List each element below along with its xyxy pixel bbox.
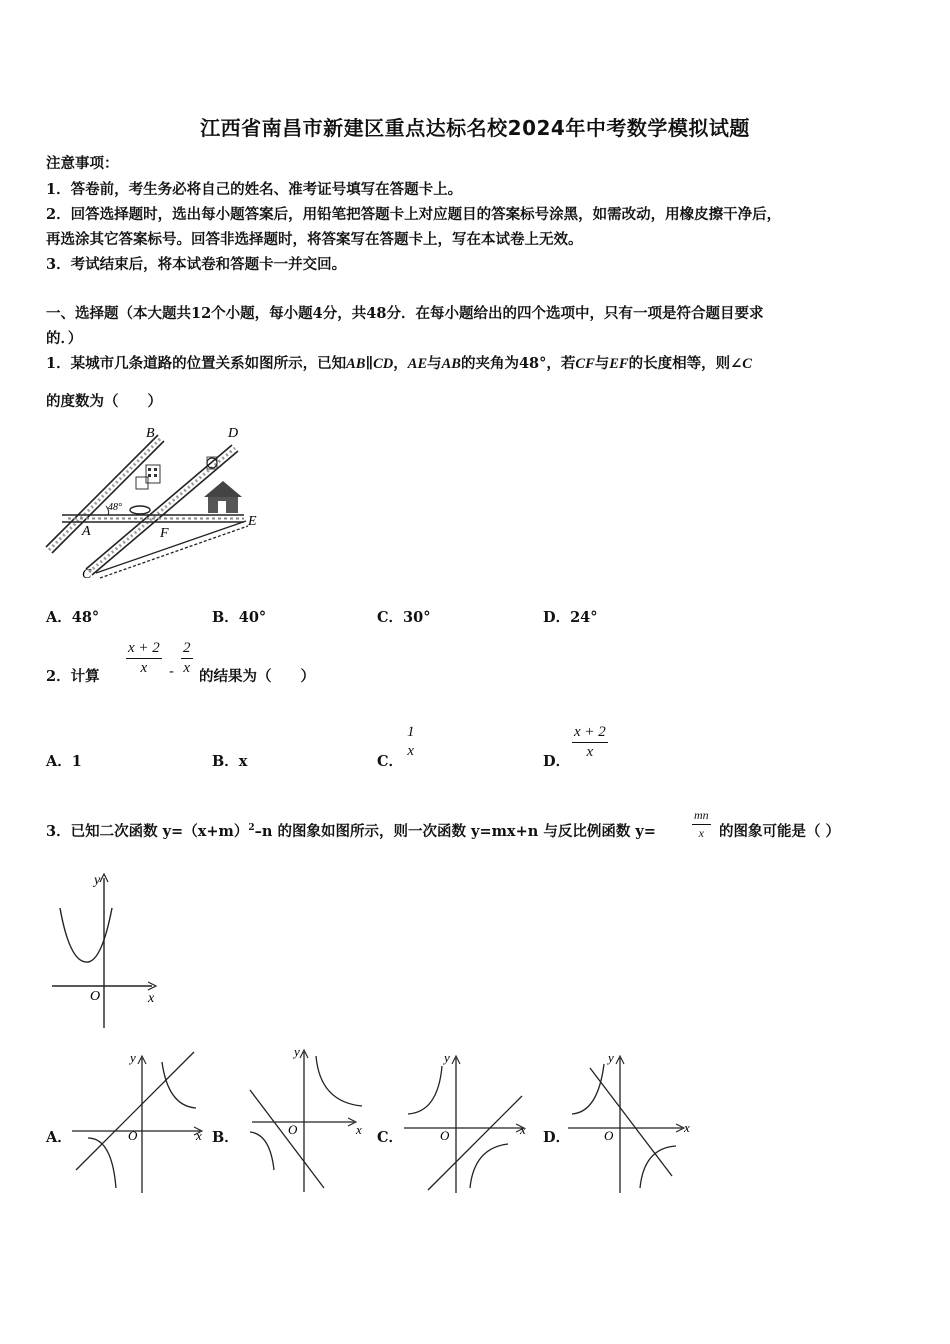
q1-text-3: 的夹角为48°，若 xyxy=(460,355,576,372)
q3-text-1: 3．已知二次函数 y=（x+m） xyxy=(46,823,249,840)
q3-frac-denominator: x xyxy=(698,826,704,840)
section-heading-line2: 的．） xyxy=(46,330,83,347)
q3-a-x-label: x xyxy=(196,1128,202,1143)
q2-frac1-denominator: x xyxy=(140,660,148,676)
q3-superscript: 2 xyxy=(248,823,255,834)
q3-graph-x-label: x xyxy=(148,991,155,1006)
q1-parallel: ∥ xyxy=(365,355,374,372)
q3-d-x-label: x xyxy=(684,1120,690,1135)
q1-fig-label-C: C xyxy=(82,567,92,582)
q1-text-5: 的长度相等，则∠ xyxy=(628,355,743,372)
q1-option-a: A．48° xyxy=(46,609,100,626)
q1-road-figure xyxy=(40,425,275,585)
q3-d-origin: O xyxy=(604,1128,614,1143)
q1-fig-angle-label: 48° xyxy=(108,502,122,513)
q1-cd: CD xyxy=(373,356,394,372)
q2-option-d: D． xyxy=(543,753,571,770)
q3-a-y-label: y xyxy=(130,1050,136,1065)
q2-suffix: 的结果为（ ） xyxy=(199,668,315,685)
q1-stem-line2: 的度数为（ ） xyxy=(46,393,162,410)
q1-ae: AE xyxy=(407,356,428,372)
q1-fig-label-A: A xyxy=(82,524,91,539)
q3-option-d-label: D． xyxy=(543,1129,571,1146)
q2-minus: - xyxy=(169,664,174,680)
q2-option-b: B．x xyxy=(212,753,248,770)
q1-comma: ， xyxy=(393,355,408,372)
q1-ab-2: AB xyxy=(441,356,461,372)
q1-stem-line1 xyxy=(46,352,752,373)
q2-optd-numerator: x + 2 xyxy=(572,724,608,743)
q3-a-origin: O xyxy=(128,1128,138,1143)
q3-option-b-label: B． xyxy=(212,1129,239,1146)
notice-heading: 注意事项： xyxy=(46,155,119,172)
q3-graph-y-label: y xyxy=(94,873,101,888)
q1-text-1: 1．某城市几条道路的位置关系如图所示，已知 xyxy=(46,355,347,372)
q2-option-c: C． xyxy=(377,753,404,770)
q2-option-d-fraction xyxy=(572,724,608,761)
q1-c: C xyxy=(742,356,752,372)
q1-fig-label-E: E xyxy=(248,514,257,529)
q1-text-2: 与 xyxy=(427,355,442,372)
q3-d-y-label: y xyxy=(608,1050,614,1065)
q1-text-4: 与 xyxy=(594,355,610,372)
section-heading-line1: 一、选择题（本大题共12个小题，每小题4分，共48分．在每小题给出的四个选项中，只有一项是符合题目要求 xyxy=(46,305,764,322)
q1-option-b: B．40° xyxy=(212,609,267,626)
q1-cf: CF xyxy=(575,356,595,372)
q3-parabola-graph xyxy=(48,868,168,1028)
q3-graph-origin: O xyxy=(90,989,101,1004)
q3-text-2: –n 的图象如图所示，则一次函数 y=mx+n 与反比例函数 y= xyxy=(254,823,656,840)
q2-optc-denominator: x xyxy=(407,743,415,759)
q3-b-origin: O xyxy=(288,1122,298,1137)
q3-c-x-label: x xyxy=(520,1122,526,1137)
q3-option-d-graph xyxy=(568,1048,698,1193)
q1-fig-label-D: D xyxy=(228,426,239,441)
q2-frac2-denominator: x xyxy=(183,660,191,676)
page-title: 江西省南昌市新建区重点达标名校2024年中考数学模拟试题 xyxy=(200,116,750,140)
q2-fraction-1 xyxy=(126,640,162,677)
q2-option-c-fraction xyxy=(405,724,417,760)
notice-item-2a: 2．回答选择题时，选出每小题答案后，用铅笔把答题卡上对应题目的答案标号涂黑，如需改动，用橡皮擦干净后， xyxy=(46,206,782,223)
q2-option-a: A．1 xyxy=(46,753,82,770)
q3-b-y-label: y xyxy=(294,1044,300,1059)
q3-option-a-graph xyxy=(72,1048,207,1193)
notice-item-1: 1．答卷前，考生务必将自己的姓名、准考证号填写在答题卡上。 xyxy=(46,181,463,198)
q3-option-c-label: C． xyxy=(377,1129,404,1146)
q1-ef: EF xyxy=(609,356,629,372)
q3-fraction xyxy=(692,808,711,841)
q1-fig-label-B: B xyxy=(146,426,155,441)
q2-fraction-2 xyxy=(181,640,193,677)
q2-optd-denominator: x xyxy=(586,744,594,760)
q3-b-x-label: x xyxy=(356,1122,362,1137)
q3-suffix: 的图象可能是（ ） xyxy=(719,823,841,840)
q3-frac-numerator: mn xyxy=(692,808,711,825)
q3-stem xyxy=(46,820,656,841)
notice-item-2b: 再选涂其它答案标号。回答非选择题时，将答案写在答题卡上，写在本试卷上无效。 xyxy=(46,231,583,248)
q1-option-d: D．24° xyxy=(543,609,598,626)
q2-optc-numerator: 1 xyxy=(407,724,415,740)
q1-fig-label-F: F xyxy=(160,526,169,541)
q2-frac2-numerator: 2 xyxy=(181,640,193,659)
q3-c-y-label: y xyxy=(444,1050,450,1065)
notice-item-3: 3．考试结束后，将本试卷和答题卡一并交回。 xyxy=(46,256,347,273)
q2-prefix: 2．计算 xyxy=(46,668,100,685)
q3-c-origin: O xyxy=(440,1128,450,1143)
q3-option-a-label: A． xyxy=(46,1129,72,1146)
q1-option-c: C．30° xyxy=(377,609,431,626)
q3-option-b-graph xyxy=(244,1042,369,1192)
q3-option-c-graph xyxy=(404,1048,534,1193)
q2-frac1-numerator: x + 2 xyxy=(126,640,162,659)
q1-ab: AB xyxy=(346,356,366,372)
